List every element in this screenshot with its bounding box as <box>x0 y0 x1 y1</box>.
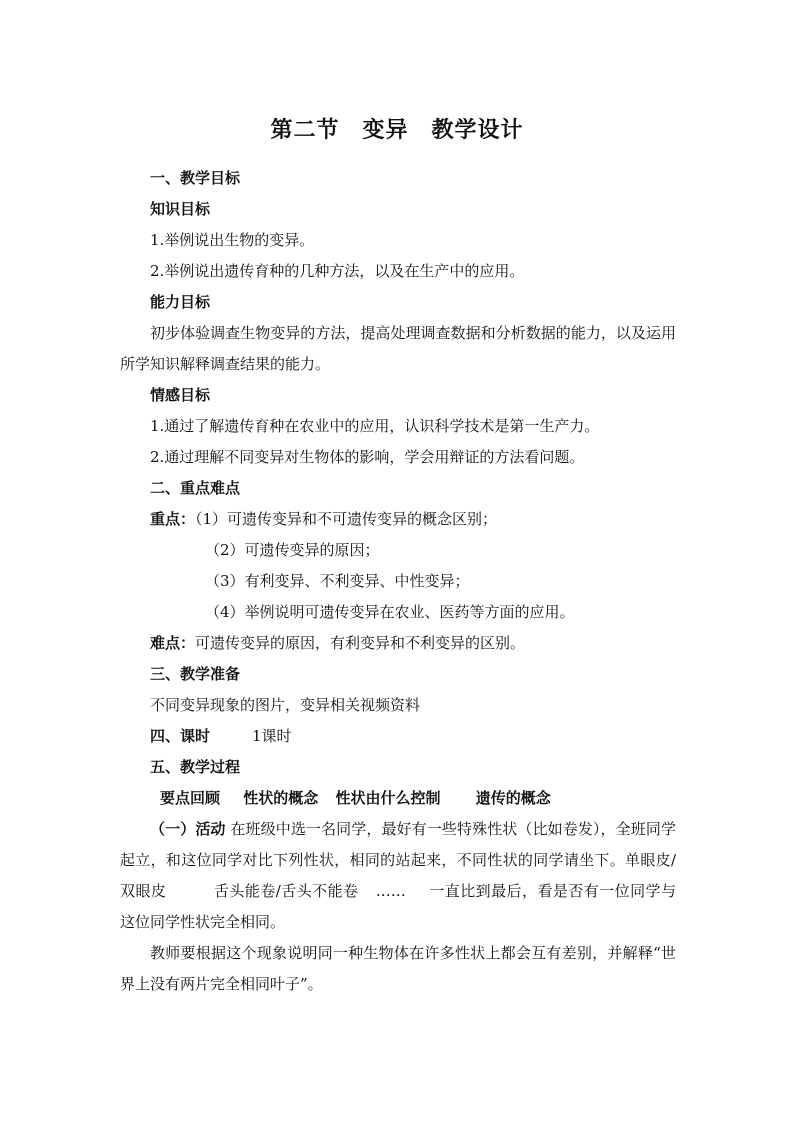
knowledge-item-2: 2.举例说出遗传育种的几种方法，以及在生产中的应用。 <box>150 262 525 280</box>
difficult-point-label: 难点： <box>150 634 196 652</box>
review-item-3: 遗传的概念 <box>475 789 551 807</box>
difficult-point-row <box>120 628 676 659</box>
section-heading-key-points: 二、重点难点 <box>150 479 241 497</box>
section-heading-goals: 一、教学目标 <box>150 169 241 187</box>
key-point-row-1 <box>120 504 676 535</box>
ability-paragraph: 初步体验调查生物变异的方法，提高处理调查数据和分析数据的能力，以及运用所学知识解释调查结果的能力。 <box>120 324 676 373</box>
review-item-1: 性状的概念 <box>243 789 319 807</box>
subheading-ability: 能力目标 <box>150 293 211 311</box>
key-point-4: （4）举例说明可遗传变异在农业、医药等方面的应用。 <box>205 603 575 621</box>
difficult-point-text: 可遗传变异的原因，有利变异和不利变异的区别。 <box>195 634 526 652</box>
review-item-2: 性状由什么控制 <box>335 789 441 807</box>
class-hours-row <box>120 721 676 752</box>
activity-text: 在班级中选一名同学，最好有一些特殊性状（比如卷发），全班同学起立，和这位同学对比下列性状，相同的站起来，不同性状的同学请坐下。单眼皮/双眼皮 <box>120 820 676 900</box>
section-heading-hours: 四、课时 <box>150 727 211 745</box>
emotion-item-2: 2.通过理解不同变异对生物体的影响，学会用辩证的方法看问题。 <box>150 448 585 466</box>
teacher-paragraph: 教师要根据这个现象说明同一种生物体在许多性状上都会互有差别，并解释“世界上没有两片完全相同叶子”。 <box>120 944 676 993</box>
emotion-item-1: 1.通过了解遗传育种在农业中的应用，认识科学技术是第一生产力。 <box>150 417 600 435</box>
preparation-text: 不同变异现象的图片，变异相关视频资料 <box>150 696 421 714</box>
subheading-knowledge: 知识目标 <box>150 200 211 218</box>
activity-label: （一）活动 <box>150 820 226 838</box>
activity-text-3: …… <box>375 882 406 900</box>
key-point-1: （1）可遗传变异和不可遗传变异的概念区别； <box>195 510 498 528</box>
section-heading-process: 五、教学过程 <box>150 758 241 776</box>
key-point-3: （3）有利变异、不利变异、中性变异； <box>205 572 470 590</box>
activity-text-4: 一直比到最后，看是否有一位同学与这位同学性状完全相同。 <box>120 882 676 931</box>
subheading-emotion: 情感目标 <box>150 386 211 404</box>
review-label: 要点回顾 <box>160 789 221 807</box>
class-hours-value: 1课时 <box>252 727 292 745</box>
key-point-label: 重点： <box>150 510 196 528</box>
document-body <box>120 163 676 1000</box>
knowledge-item-1: 1.举例说出生物的变异。 <box>150 231 315 249</box>
review-row <box>120 783 676 814</box>
page-title: 第二节 变异 教学设计 <box>270 118 524 143</box>
section-heading-preparation: 三、教学准备 <box>150 665 241 683</box>
activity-paragraph <box>120 814 676 938</box>
activity-text-2: 舌头能卷/舌头不能卷 <box>213 882 359 900</box>
key-point-2: （2）可遗传变异的原因； <box>205 541 380 559</box>
